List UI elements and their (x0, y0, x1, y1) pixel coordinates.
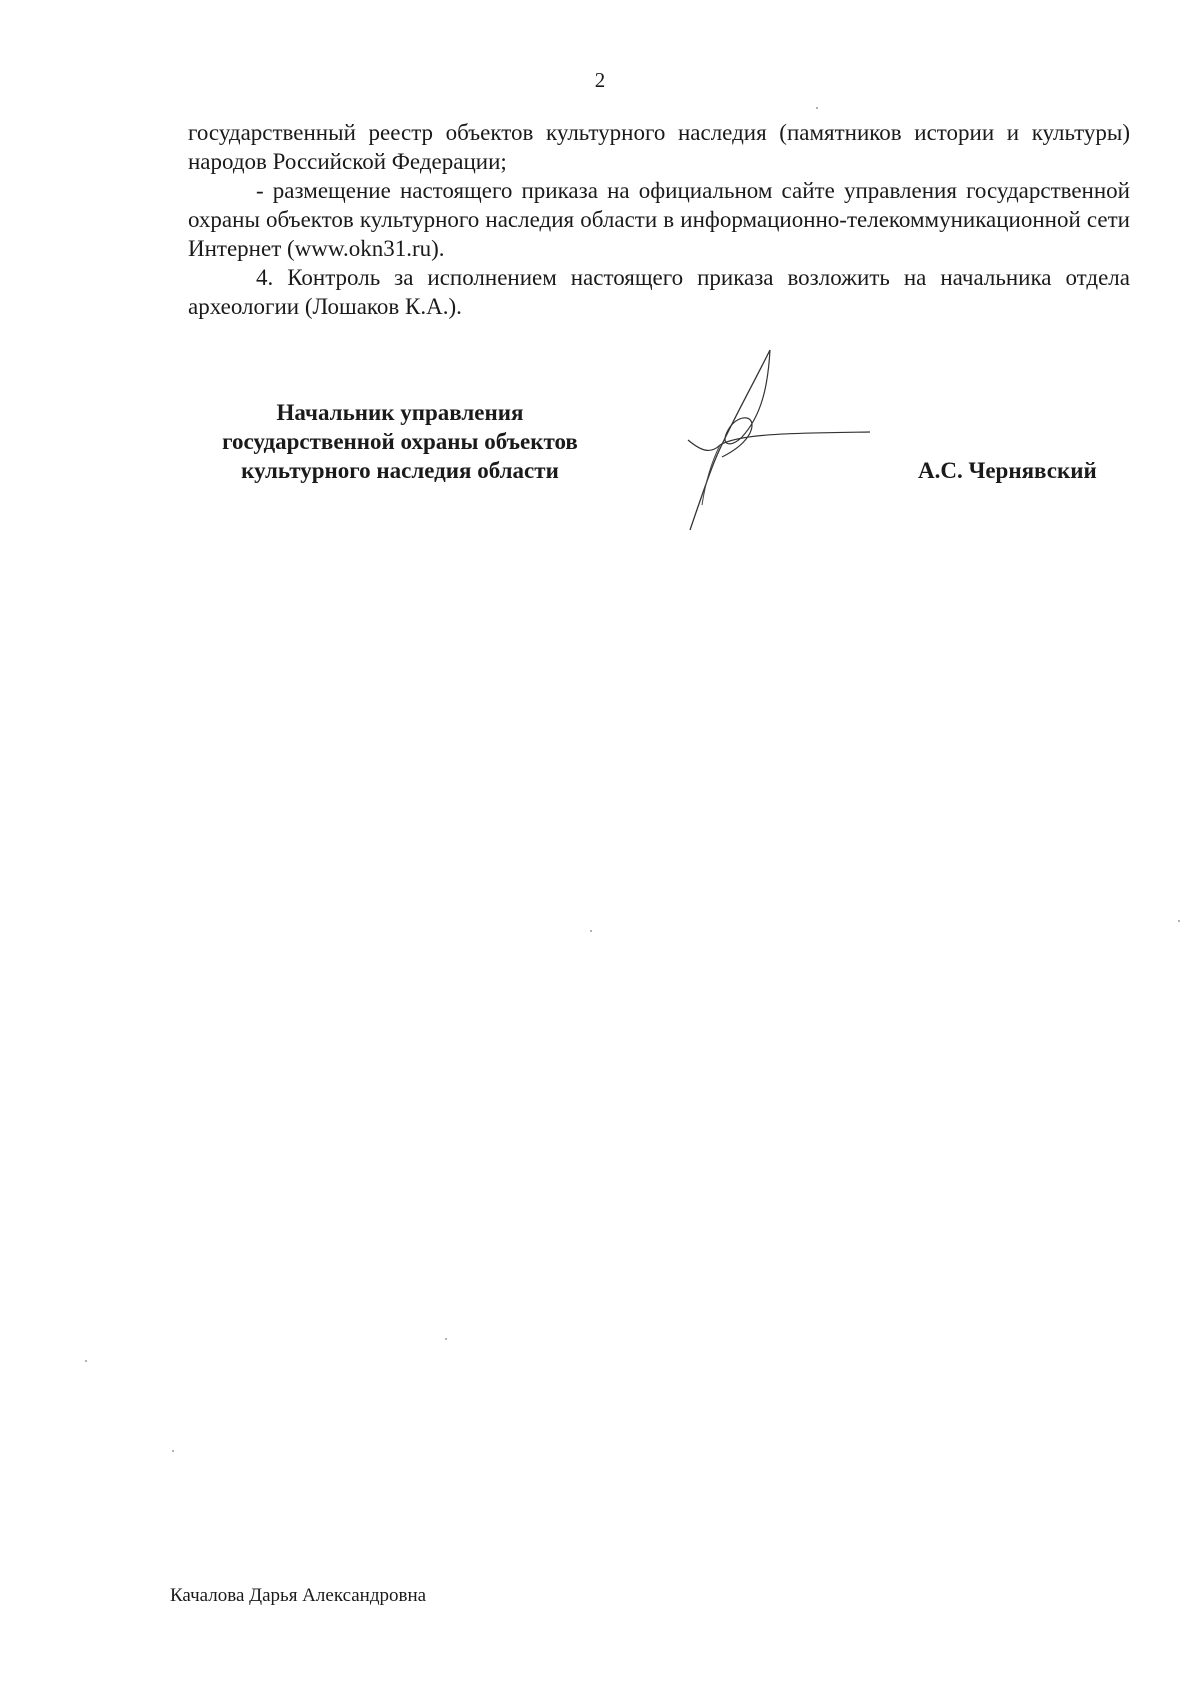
signer-position (190, 398, 610, 485)
scan-speck (172, 1450, 174, 1452)
handwritten-signature (680, 345, 880, 535)
scan-speck (590, 930, 592, 932)
executor-name: Качалова Дарья Александровна (170, 1585, 427, 1606)
signer-position-line: государственной охраны объектов (222, 429, 578, 454)
paragraph-publication: - размещение настоящего приказа на официальном сайте управления государственной охраны объектов культурного наследия области в информационно-телекоммуникационной сети Интернет (www.okn31.ru). (188, 178, 1130, 261)
signer-name: А.С. Чернявский (918, 458, 1097, 483)
signer-position-line: Начальник управления (276, 400, 524, 425)
paragraph-registry: государственный реестр объектов культурного наследия (памятников истории и культуры) народов Российской Федерации; (188, 120, 1130, 174)
page-number: 2 (594, 68, 606, 92)
scan-speck (85, 1360, 87, 1362)
scan-speck (816, 107, 818, 109)
paragraph-control: 4. Контроль за исполнением настоящего приказа возложить на начальника отдела археологии (Лошаков К.А.). (188, 265, 1130, 319)
signer-position-line: культурного наследия области (241, 458, 559, 483)
scan-speck (1178, 920, 1180, 922)
scan-speck (445, 1338, 447, 1340)
document-body (188, 118, 1130, 321)
